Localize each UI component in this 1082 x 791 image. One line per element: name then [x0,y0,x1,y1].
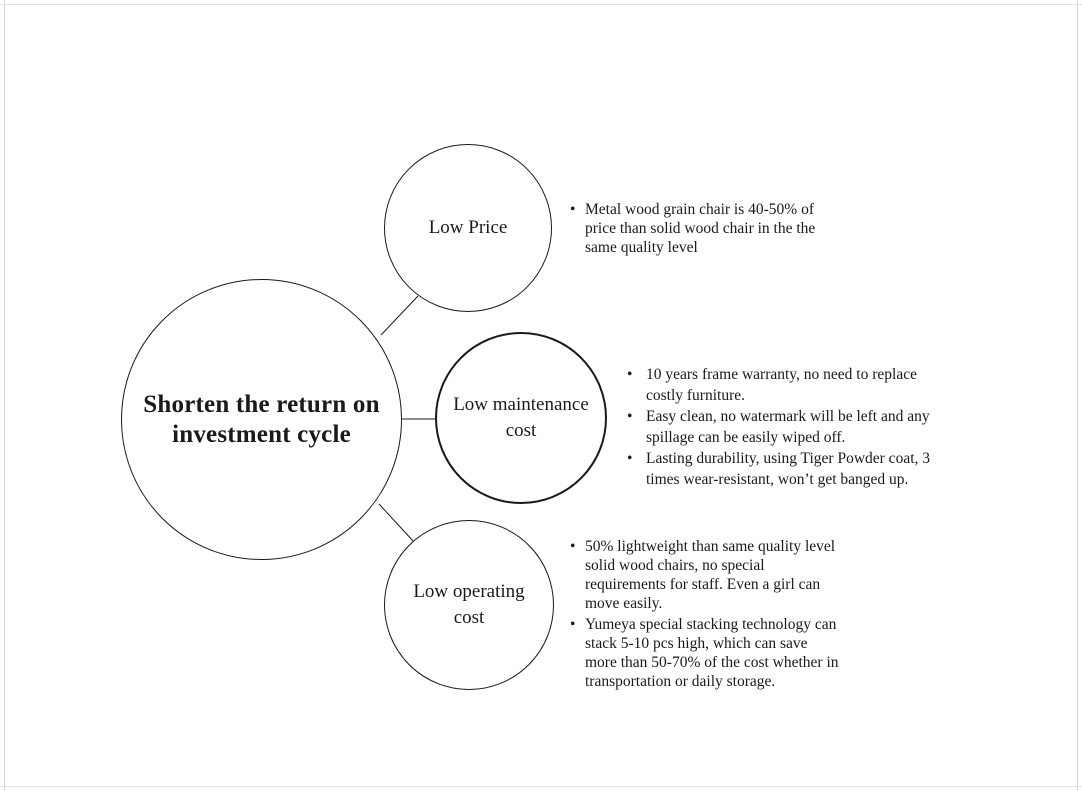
bullet-item: • 10 years frame warranty, no need to replace costly furniture. [627,364,947,406]
bullet-item: • Easy clean, no watermark will be left and any spillage can be easily wiped off. [627,406,947,448]
bullet-item: • 50% lightweight than same quality level solid wood chairs, no special requirements for staff. Even a girl can move easily. [570,537,840,613]
center-node-shorten-return [121,279,402,560]
node-low-price [384,144,552,312]
node-low-operating-cost-label: Low operating cost [413,581,525,628]
node-low-maintenance-cost [435,332,607,504]
node-low-maintenance-cost-label: Low maintenance cost [453,394,589,441]
center-node-label: Shorten the return on investment cycle [143,390,380,448]
node-low-price-label: Low Price [428,217,508,238]
node-low-operating-cost [384,520,554,690]
bullet-item: • Lasting durability, using Tiger Powder coat, 3 times wear-resistant, won’t get banged up. [627,448,947,490]
callout-low-operating-cost [570,537,840,693]
bullet-item: • Yumeya special stacking technology can stack 5-10 pcs high, which can save more than 50-70% of the cost whether in transportation or daily storage. [570,615,840,691]
callout-low-price [570,200,820,258]
bullet-item: • Metal wood grain chair is 40-50% of price than solid wood chair in the the same quality level [570,200,820,257]
callout-low-maintenance-cost [627,364,947,490]
